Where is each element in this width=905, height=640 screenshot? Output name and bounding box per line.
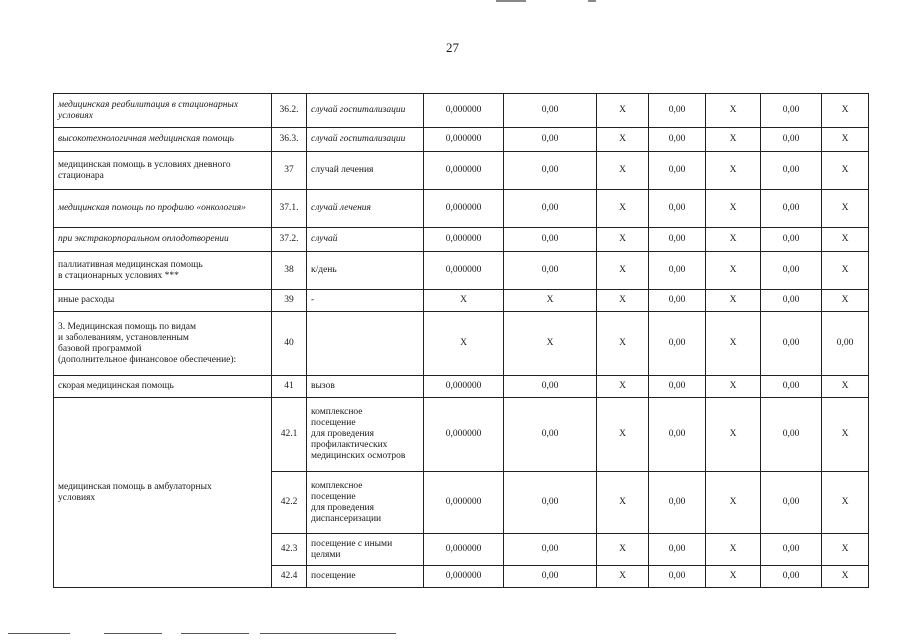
row-value: 0,00 [649,94,706,128]
row-unit: случай [307,228,424,252]
row-name: высокотехнологичная медицинская помощь [54,128,272,152]
row-number: 37.2. [272,228,307,252]
row-value: 0,00 [649,566,706,588]
row-value: 0,00 [649,312,706,376]
row-unit: посещение [307,566,424,588]
row-value: Х [597,252,649,290]
row-value: 0,000000 [424,94,504,128]
row-value: 0,00 [504,534,597,566]
row-number: 42.2 [272,472,307,534]
row-value: Х [822,128,869,152]
row-value: Х [822,534,869,566]
row-value: Х [706,566,761,588]
row-value: Х [597,94,649,128]
row-value: 0,000000 [424,398,504,472]
row-value: 0,00 [761,290,822,312]
row-value: 0,000000 [424,534,504,566]
row-value: Х [822,290,869,312]
row-value: 0,000000 [424,190,504,228]
row-value: 0,00 [649,228,706,252]
row-value: 0,00 [504,252,597,290]
row-name: иные расходы [54,290,272,312]
row-value: Х [597,152,649,190]
row-value: 0,000000 [424,152,504,190]
row-value: Х [597,398,649,472]
row-value: Х [822,228,869,252]
row-value: 0,00 [761,376,822,398]
row-value: Х [706,376,761,398]
row-value: Х [597,566,649,588]
row-value: 0,000000 [424,128,504,152]
row-number: 42.3 [272,534,307,566]
row-value: 0,00 [649,472,706,534]
row-value: 0,000000 [424,228,504,252]
page-number: 27 [446,40,459,55]
row-unit: комплексное посещение для проведения профилактических медицинских осмотров [307,398,424,472]
row-name: при экстракорпоральном оплодотворении [54,228,272,252]
row-value: 0,00 [649,190,706,228]
row-number: 36.3. [272,128,307,152]
row-value: Х [597,128,649,152]
row-value: Х [822,472,869,534]
row-value: 0,00 [649,290,706,312]
row-value: 0,00 [504,128,597,152]
row-value: 0,00 [761,534,822,566]
row-name: медицинская реабилитация в стационарных условиях [54,94,272,128]
row-value: Х [597,534,649,566]
row-value: 0,00 [504,190,597,228]
row-name: 3. Медицинская помощь по видам и заболеваниям, установленным базовой программой (дополнительное финансовое обеспечение): [54,312,272,376]
row-value: 0,00 [504,152,597,190]
row-value: 0,00 [649,376,706,398]
row-value: 0,00 [649,252,706,290]
row-value: Х [706,252,761,290]
row-number: 42.1 [272,398,307,472]
top-scan-marks [470,0,610,3]
row-value: Х [822,94,869,128]
row-name: медицинская помощь в условиях дневного стационара [54,152,272,190]
row-name: скорая медицинская помощь [54,376,272,398]
row-value: 0,00 [761,566,822,588]
row-value: 0,000000 [424,566,504,588]
row-value: 0,00 [761,128,822,152]
row-value: Х [822,252,869,290]
row-number: 37.1. [272,190,307,228]
row-value: 0,00 [504,228,597,252]
row-unit [307,312,424,376]
row-value: 0,00 [649,152,706,190]
row-value: 0,00 [761,252,822,290]
row-value: Х [822,376,869,398]
row-value: Х [424,312,504,376]
row-value: Х [424,290,504,312]
table-row [54,228,869,252]
row-value: Х [706,312,761,376]
row-value: Х [822,566,869,588]
row-value: Х [597,228,649,252]
row-name: медицинская помощь в амбулаторных условиях [54,398,272,588]
financing-table [53,93,869,588]
row-value: Х [822,152,869,190]
row-value: 0,00 [761,152,822,190]
table-row [54,290,869,312]
row-value: Х [597,290,649,312]
row-name: паллиативная медицинская помощь в стационарных условиях *** [54,252,272,290]
row-value: 0,00 [649,128,706,152]
table-row [54,376,869,398]
row-value: 0,00 [761,312,822,376]
table-row [54,252,869,290]
row-number: 40 [272,312,307,376]
row-unit: случай госпитализации [307,94,424,128]
row-value: Х [822,398,869,472]
row-value: Х [706,190,761,228]
row-value: Х [597,190,649,228]
row-value: 0,00 [649,398,706,472]
row-value: 0,00 [649,534,706,566]
row-name: медицинская помощь по профилю «онкология» [54,190,272,228]
row-value: Х [706,152,761,190]
row-value: Х [504,312,597,376]
row-number: 38 [272,252,307,290]
row-value: 0,000000 [424,472,504,534]
row-value: Х [706,472,761,534]
row-value: Х [706,94,761,128]
row-unit: случай госпитализации [307,128,424,152]
table-row [54,128,869,152]
row-number: 42.4 [272,566,307,588]
row-value: Х [706,534,761,566]
row-value: 0,00 [504,566,597,588]
row-value: Х [822,190,869,228]
row-number: 36.2. [272,94,307,128]
row-unit: случай лечения [307,152,424,190]
row-value: Х [706,290,761,312]
bottom-scan-lines [0,630,905,640]
row-unit: вызов [307,376,424,398]
row-value: 0,00 [761,398,822,472]
table-row [54,152,869,190]
row-unit: - [307,290,424,312]
row-unit: комплексное посещение для проведения диспансеризации [307,472,424,534]
table-row [54,190,869,228]
row-value: 0,00 [822,312,869,376]
table-row [54,94,869,128]
row-value: Х [597,376,649,398]
row-value: Х [504,290,597,312]
row-value: 0,000000 [424,376,504,398]
row-value: 0,00 [504,376,597,398]
row-value: 0,00 [761,228,822,252]
row-value: 0,00 [761,94,822,128]
row-value: 0,000000 [424,252,504,290]
row-value: Х [597,472,649,534]
row-value: Х [706,398,761,472]
row-value: 0,00 [504,472,597,534]
row-value: 0,00 [504,398,597,472]
row-value: Х [706,128,761,152]
row-number: 41 [272,376,307,398]
row-value: 0,00 [504,94,597,128]
row-number: 39 [272,290,307,312]
row-number: 37 [272,152,307,190]
row-value: 0,00 [761,190,822,228]
table-row [54,398,869,472]
row-value: Х [597,312,649,376]
row-unit: случай лечения [307,190,424,228]
row-value: 0,00 [761,472,822,534]
table-row [54,312,869,376]
row-value: Х [706,228,761,252]
row-unit: к/день [307,252,424,290]
row-unit: посещение с иными целями [307,534,424,566]
